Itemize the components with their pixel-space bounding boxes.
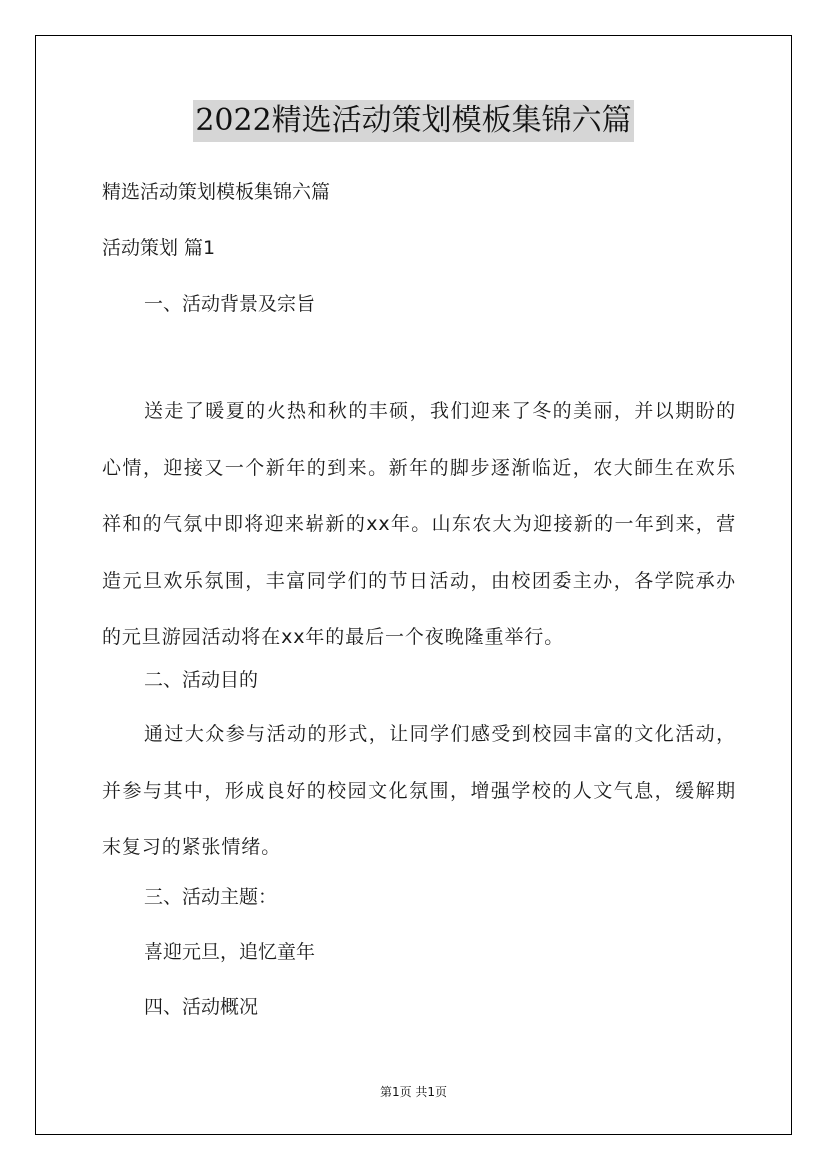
document-title: 2022精选活动策划模板集锦六篇 [193,100,633,142]
heading-purpose: 二、活动目的 [144,669,259,691]
title-container [0,100,827,142]
paragraph-background: 送走了暖夏的火热和秋的丰硕，我们迎来了冬的美丽，并以期盼的心情，迎接又一个新年的到来。新年的脚步逐渐临近，农大師生在欢乐祥和的气氛中即将迎来崭新的xx年。山东农大为迎接新的一年到来，营造元旦欢乐氛围，丰富同学们的节日活动，由校团委主办，各学院承办的元旦游园活动将在xx年的最后一个夜晚隆重举行。 [102,400,736,648]
page-footer: 第1页 共1页 [379,1085,448,1099]
document-subtitle: 精选活动策划模板集锦六篇 [102,181,331,203]
heading-background: 一、活动背景及宗旨 [144,293,316,315]
section-label: 活动策划 篇1 [102,237,216,259]
heading-theme: 三、活动主题： [144,886,278,908]
heading-overview: 四、活动概况 [144,996,259,1018]
paragraph-purpose: 通过大众参与活动的形式，让同学们感受到校园丰富的文化活动，并参与其中，形成良好的校园文化氛围，增强学校的人文气息，缓解期末复习的紧张情绪。 [102,723,736,858]
theme-text: 喜迎元旦，追忆童年 [144,941,316,963]
